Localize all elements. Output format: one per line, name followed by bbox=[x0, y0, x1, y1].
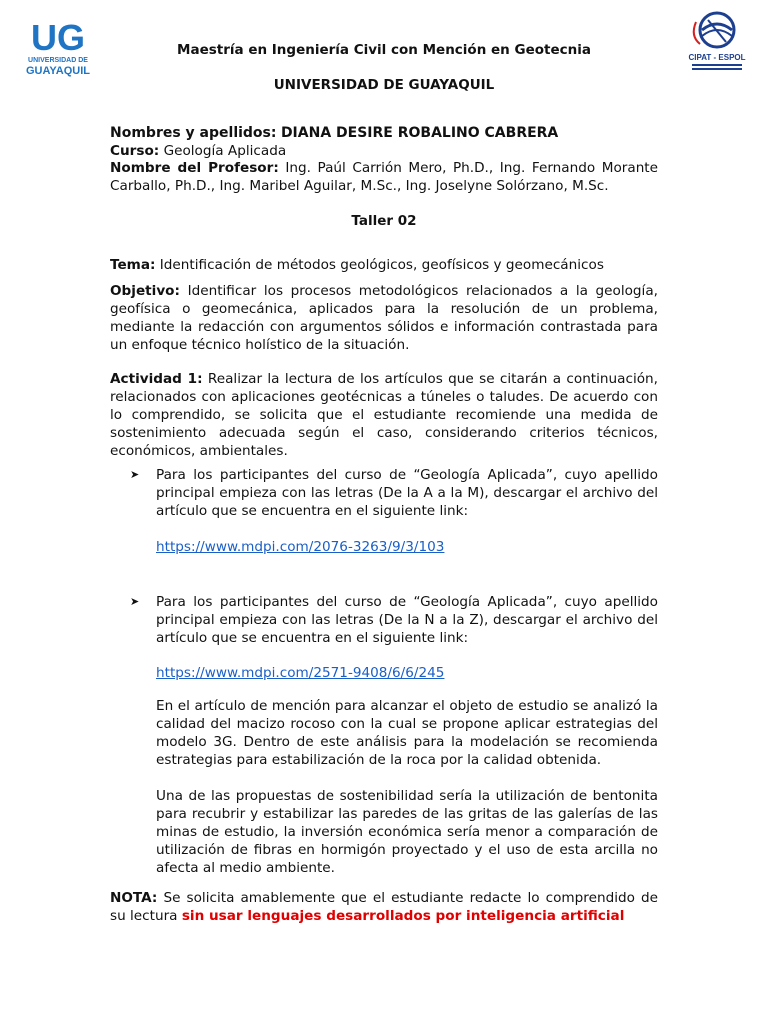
name-value: DIANA DESIRE ROBALINO CABRERA bbox=[280, 125, 559, 141]
workshop-title: Taller 02 bbox=[351, 213, 417, 229]
bullet-1-text: Para los participantes del curso de “Geología Aplicada”, cuyo apellido principal empieza con las letras (De la A a la M), descargar el archivo del artículo que se encuentra en el siguiente link: bbox=[156, 467, 658, 519]
ug-logo-letters: UG bbox=[31, 17, 85, 58]
note-label: NOTA: bbox=[110, 890, 158, 906]
name-label: Nombres y apellidos: bbox=[110, 125, 277, 141]
topic-label: Tema: bbox=[110, 257, 156, 273]
bullet-1-link-line bbox=[156, 538, 658, 556]
ug-logo-sub2: GUAYAQUIL bbox=[26, 65, 90, 77]
bullet-item-1 bbox=[130, 466, 658, 520]
professor-line bbox=[110, 159, 658, 195]
activity-paragraph bbox=[110, 370, 658, 460]
article-link-1[interactable]: https://www.mdpi.com/2076-3263/9/3/103 bbox=[156, 539, 445, 555]
professor-value: Ing. Paúl Carrión Mero, Ph.D., Ing. Fernando Morante Carballo, Ph.D., Ing. Maribel Aguilar, M.Sc., Ing. Joselyne Solórzano, M.Sc. bbox=[110, 160, 658, 194]
arrow-bullet-icon: ➤ bbox=[130, 595, 140, 608]
cipat-logo-graphic bbox=[686, 8, 748, 74]
activity-text: Realizar la lectura de los artículos que se citarán a continuación, relacionados con aplicaciones geotécnicas a túneles o taludes. De acuerdo con lo comprendido, se solicita que el estudiante recomiende una medida de sostenimiento adecuada según el caso, considerando criterios técnicos, económicos, ambientales. bbox=[110, 371, 658, 459]
bullet-2-link-line bbox=[156, 664, 658, 682]
cipat-espol-logo bbox=[686, 8, 748, 74]
objective-label: Objetivo: bbox=[110, 283, 180, 299]
bullet-item-2 bbox=[130, 593, 658, 647]
activity-label: Actividad 1: bbox=[110, 371, 203, 387]
program-title: Maestría en Ingeniería Civil con Mención en Geotecnia bbox=[177, 42, 591, 58]
arrow-bullet-icon: ➤ bbox=[130, 468, 140, 481]
answer-paragraph-2: Una de las propuestas de sostenibilidad sería la utilización de bentonita para recubrir y estabilizar las paredes de las gritas de las galerías de las minas de estudio, la inversión económica sería menor a comparación de utilización de fibras en hormigón proyectado y el uso de esta arcilla no afecta al medio ambiente. bbox=[156, 788, 658, 876]
professor-label: Nombre del Profesor: bbox=[110, 160, 279, 176]
ug-logo-sub1: UNIVERSIDAD DE bbox=[28, 57, 88, 64]
objective-paragraph bbox=[110, 282, 658, 354]
note-text: Se solicita amablemente que el estudiante redacte lo comprendido de su lectura bbox=[110, 890, 658, 924]
note-paragraph bbox=[110, 889, 658, 925]
note-warning: sin usar lenguajes desarrollados por inteligencia artificial bbox=[181, 908, 625, 924]
course-line bbox=[110, 142, 658, 160]
course-label: Curso: bbox=[110, 143, 160, 159]
article-link-2[interactable]: https://www.mdpi.com/2571-9408/6/6/245 bbox=[156, 665, 445, 681]
student-name-line bbox=[110, 124, 658, 142]
objective-text: Identificar los procesos metodológicos relacionados a la geología, geofísica o geomecánica, aplicados para la resolución de un problema, mediante la redacción con argumentos sólidos e información contrastada para un enfoque técnico holístico de la situación. bbox=[110, 283, 658, 353]
topic-line bbox=[110, 256, 658, 274]
course-value: Geología Aplicada bbox=[163, 143, 287, 159]
answer-paragraph-1: En el artículo de mención para alcanzar el objeto de estudio se analizó la calidad del macizo rocoso con la cual se propone aplicar estrategias del modelo 3G. Dentro de este análisis para la modelación se recomienda estrategias para estabilización de la roca por la calidad obtenida. bbox=[156, 698, 658, 768]
cipat-logo-label: CIPAT - ESPOL bbox=[688, 53, 746, 62]
bullet-2-text: Para los participantes del curso de “Geología Aplicada”, cuyo apellido principal empieza con las letras (De la N a la Z), descargar el archivo del artículo que se encuentra en el siguiente link: bbox=[156, 594, 658, 646]
university-title: UNIVERSIDAD DE GUAYAQUIL bbox=[273, 77, 495, 93]
topic-text: Identificación de métodos geológicos, geofísicos y geomecánicos bbox=[159, 257, 604, 273]
